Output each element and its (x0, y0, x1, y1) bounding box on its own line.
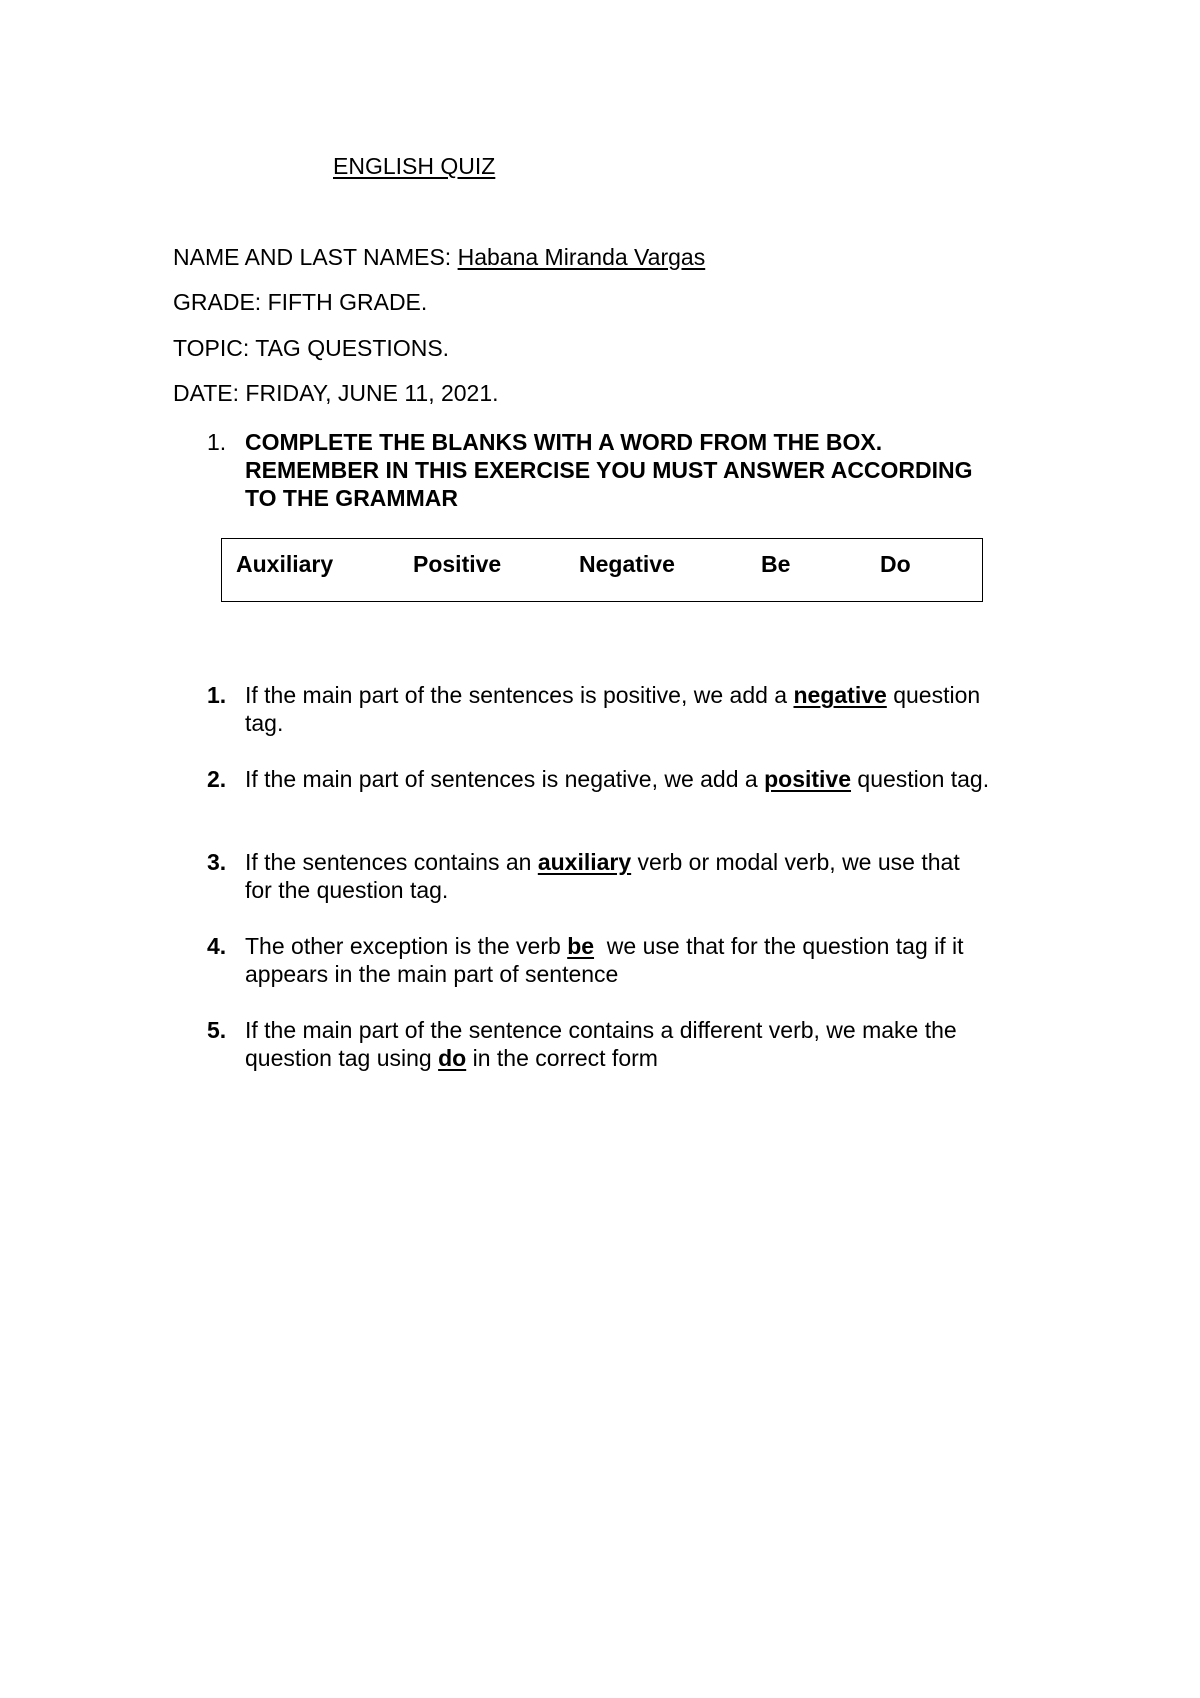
item-line: The other exception is the verb be we use that for the question tag if it (245, 933, 964, 959)
item-line: If the main part of the sentences is positive, we add a negative question (245, 682, 981, 708)
name-label: NAME AND LAST NAMES: (173, 244, 452, 270)
item-number: 1. (207, 682, 227, 708)
item-line: If the sentences contains an auxiliary verb or modal verb, we use that (245, 849, 960, 875)
word-box-item: Do (880, 551, 911, 577)
student-name: Habana Miranda Vargas (457, 244, 706, 270)
grade-line: GRADE: FIFTH GRADE. (173, 289, 428, 315)
item-line: tag. (245, 710, 284, 736)
date-line: DATE: FRIDAY, JUNE 11, 2021. (173, 380, 499, 406)
instruction-number: 1. (207, 429, 227, 455)
instruction-line: TO THE GRAMMAR (245, 485, 458, 511)
answer-word: be (567, 933, 595, 959)
answer-word: do (438, 1045, 467, 1071)
item-line: appears in the main part of sentence (245, 961, 619, 987)
answer-word: positive (764, 766, 852, 792)
page-title: ENGLISH QUIZ (333, 153, 496, 179)
word-box-item: Negative (579, 551, 675, 577)
instruction-line: REMEMBER IN THIS EXERCISE YOU MUST ANSWER ACCORDING (245, 457, 973, 483)
answer-word: auxiliary (537, 849, 632, 875)
item-line: If the main part of sentences is negative, we add a positive question tag. (245, 766, 990, 792)
item-line: for the question tag. (245, 877, 449, 903)
topic-line: TOPIC: TAG QUESTIONS. (173, 335, 450, 361)
answer-word: negative (793, 682, 887, 708)
instruction-line: COMPLETE THE BLANKS WITH A WORD FROM THE BOX. (245, 429, 883, 455)
student-name-line (173, 243, 705, 271)
word-box-item: Auxiliary (236, 551, 334, 577)
item-number: 2. (207, 766, 227, 792)
item-number: 5. (207, 1017, 227, 1043)
word-box-item: Be (761, 551, 791, 577)
item-line: If the main part of the sentence contains a different verb, we make the (245, 1017, 957, 1043)
item-number: 4. (207, 933, 227, 959)
word-box-item: Positive (413, 551, 502, 577)
item-line: question tag using do in the correct form (245, 1045, 658, 1071)
word-box (221, 538, 983, 602)
item-number: 3. (207, 849, 227, 875)
